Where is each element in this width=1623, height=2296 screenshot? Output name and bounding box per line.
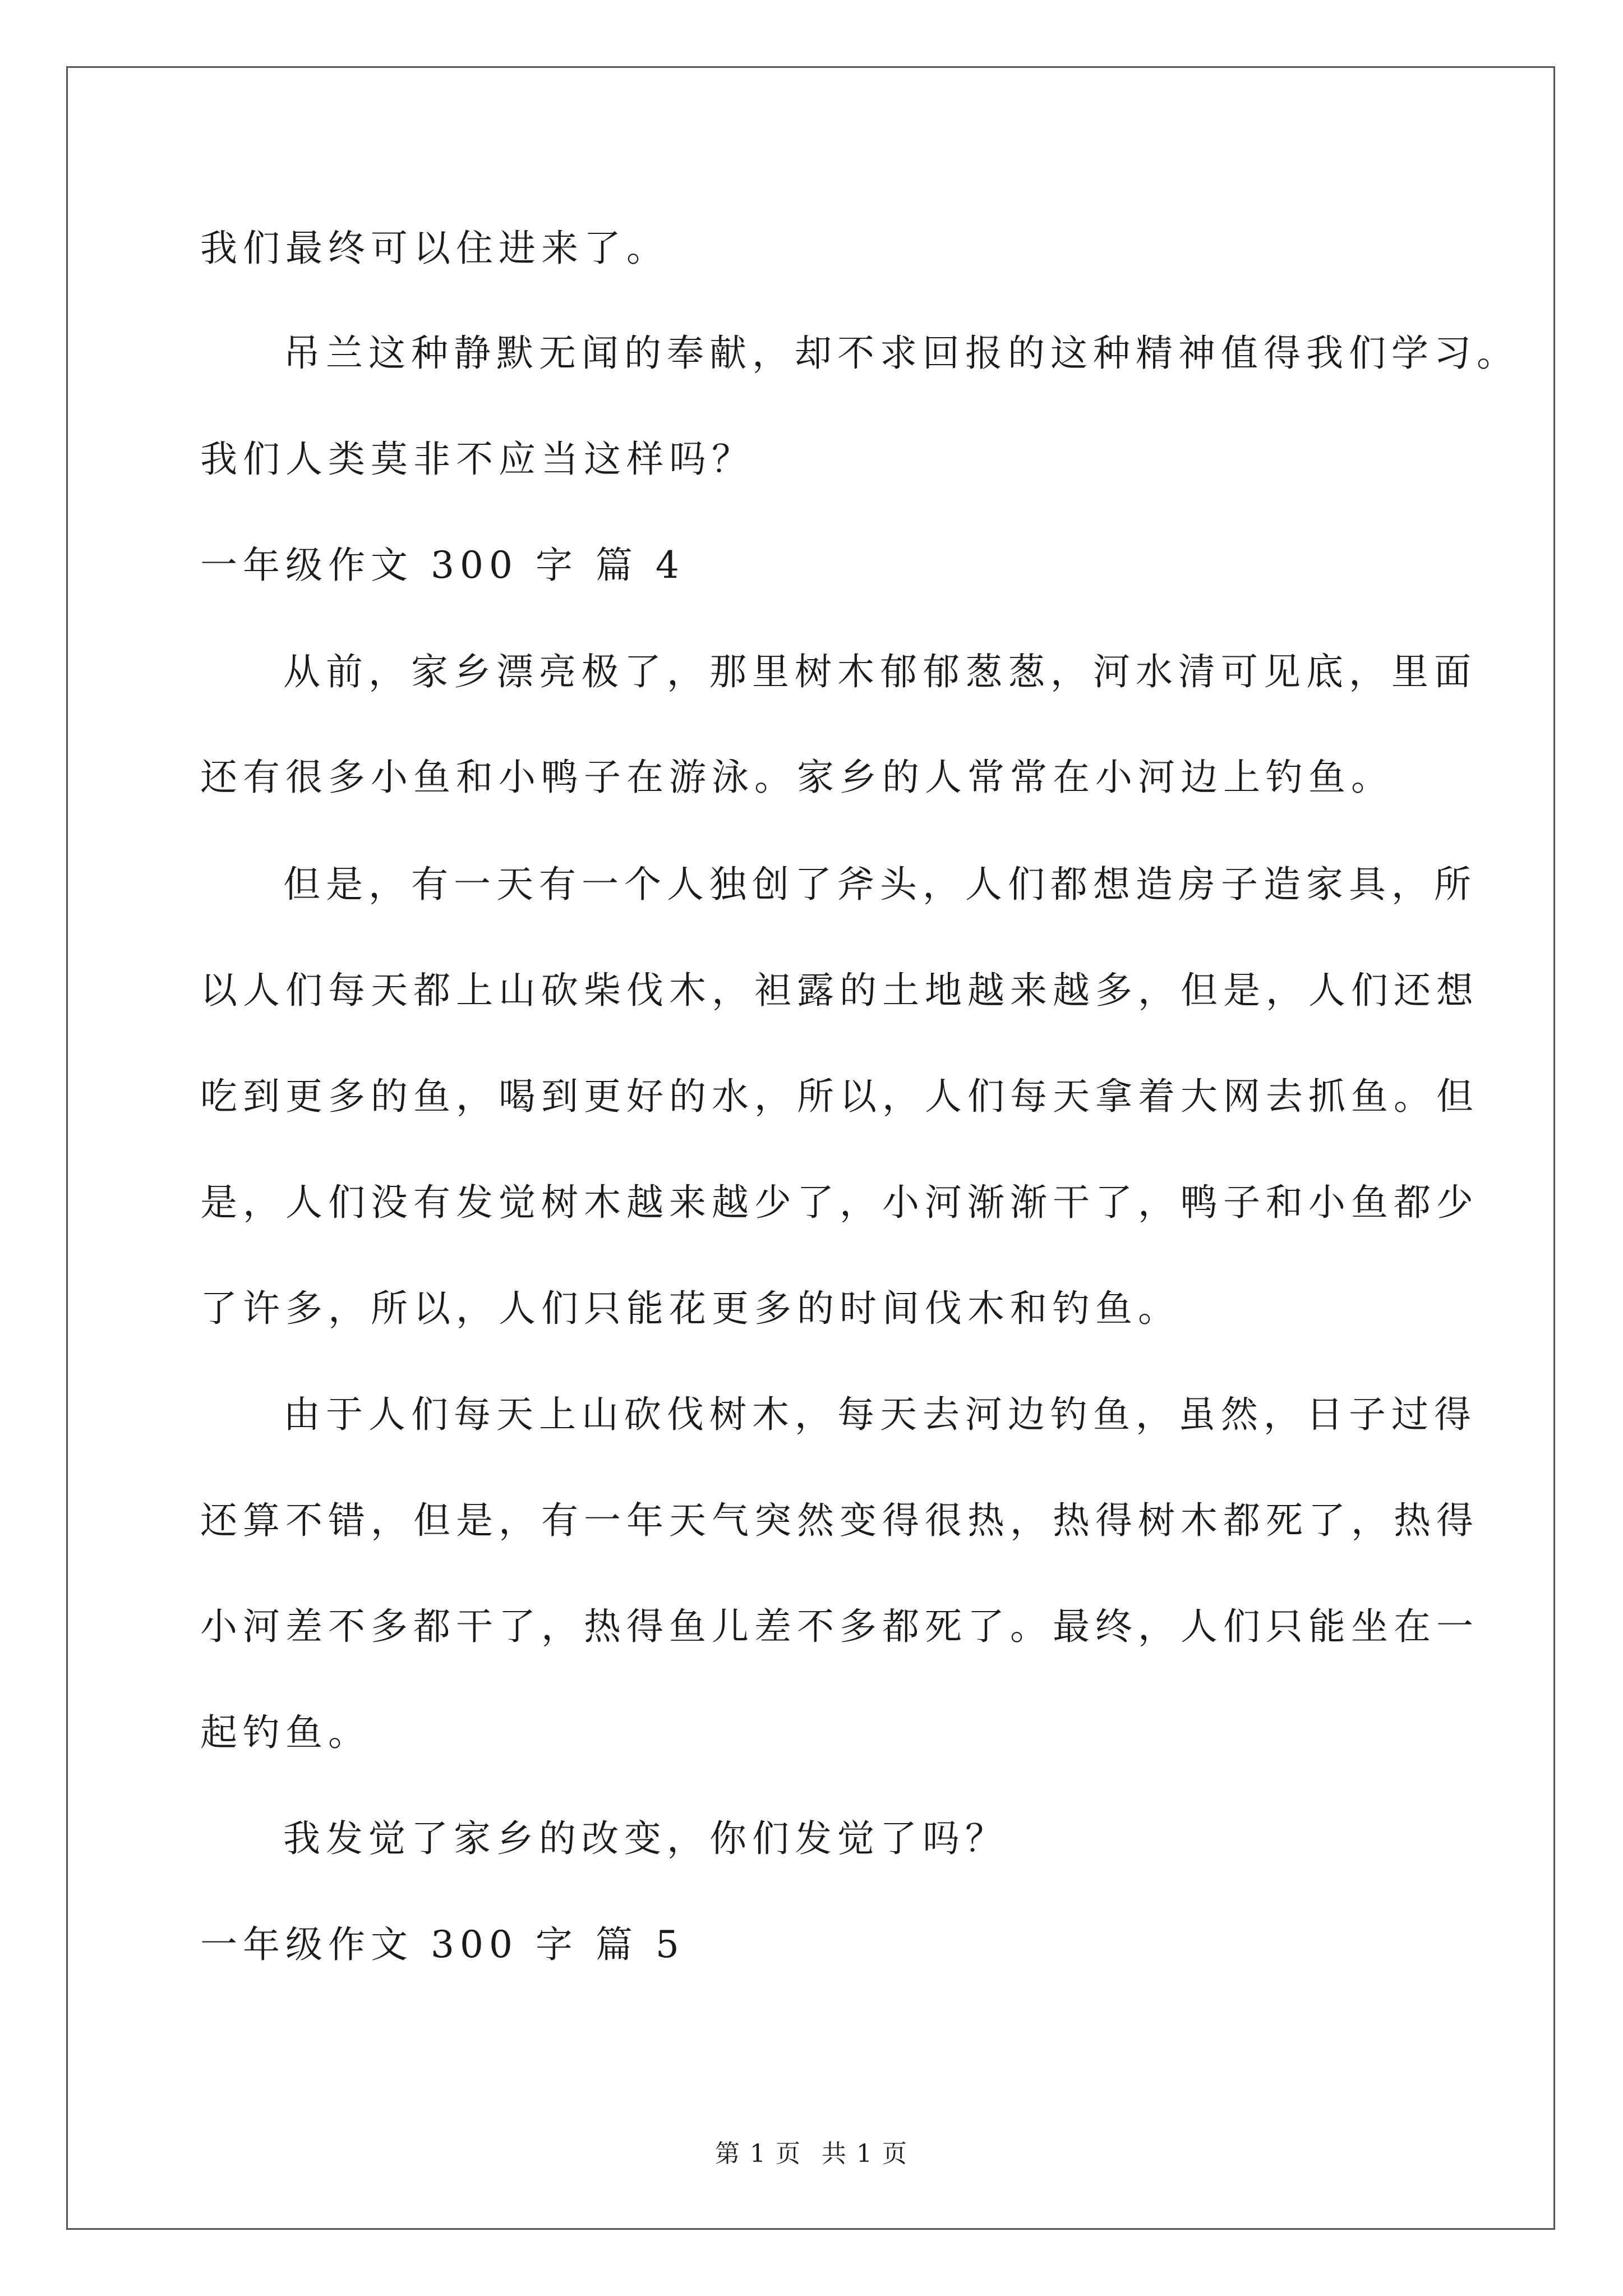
- section-heading: 一年级作文 300 字 篇 4: [200, 544, 685, 587]
- page-total: 共 1 页: [822, 2139, 908, 2168]
- page-number: 第 1 页: [715, 2139, 801, 2168]
- body-line: 了许多，所以，人们只能花更多的时间伐木和钓鱼。: [200, 1287, 1181, 1330]
- body-line: 小河差不多都干了，热得鱼儿差不多都死了。最终，人们只能坐在一: [200, 1605, 1479, 1648]
- body-line: 我们人类莫非不应当这样吗？: [200, 438, 754, 481]
- body-line: 吃到更多的鱼，喝到更好的水，所以，人们每天拿着大网去抓鱼。但: [200, 1075, 1479, 1118]
- body-line: 是，人们没有发觉树木越来越少了，小河渐渐干了，鸭子和小鱼都少: [200, 1181, 1479, 1224]
- page-footer: [0, 2133, 1623, 2169]
- body-line: 起钓鱼。: [200, 1711, 371, 1754]
- paragraph-start: 吊兰这种静默无闻的奉献，却不求回报的这种精神值得我们学习。: [283, 332, 1519, 375]
- body-line: 以人们每天都上山砍柴伐木，袒露的土地越来越多，但是，人们还想: [200, 969, 1479, 1012]
- paragraph-start: 但是，有一天有一个人独创了斧头，人们都想造房子造家具，所: [283, 863, 1477, 906]
- body-line: 还有很多小鱼和小鸭子在游泳。家乡的人常常在小河边上钓鱼。: [200, 756, 1394, 799]
- paragraph-start: 从前，家乡漂亮极了，那里树木郁郁葱葱，河水清可见底，里面: [283, 650, 1477, 693]
- page-border: [66, 66, 1555, 2230]
- section-heading: 一年级作文 300 字 篇 5: [200, 1923, 685, 1966]
- paragraph-start: 由于人们每天上山砍伐树木，每天去河边钓鱼，虽然，日子过得: [283, 1393, 1477, 1436]
- paragraph-start: 我发觉了家乡的改变，你们发觉了吗？: [283, 1817, 1008, 1860]
- body-line: 还算不错，但是，有一年天气突然变得很热，热得树木都死了，热得: [200, 1499, 1479, 1542]
- body-line: 我们最终可以住进来了。: [200, 227, 669, 270]
